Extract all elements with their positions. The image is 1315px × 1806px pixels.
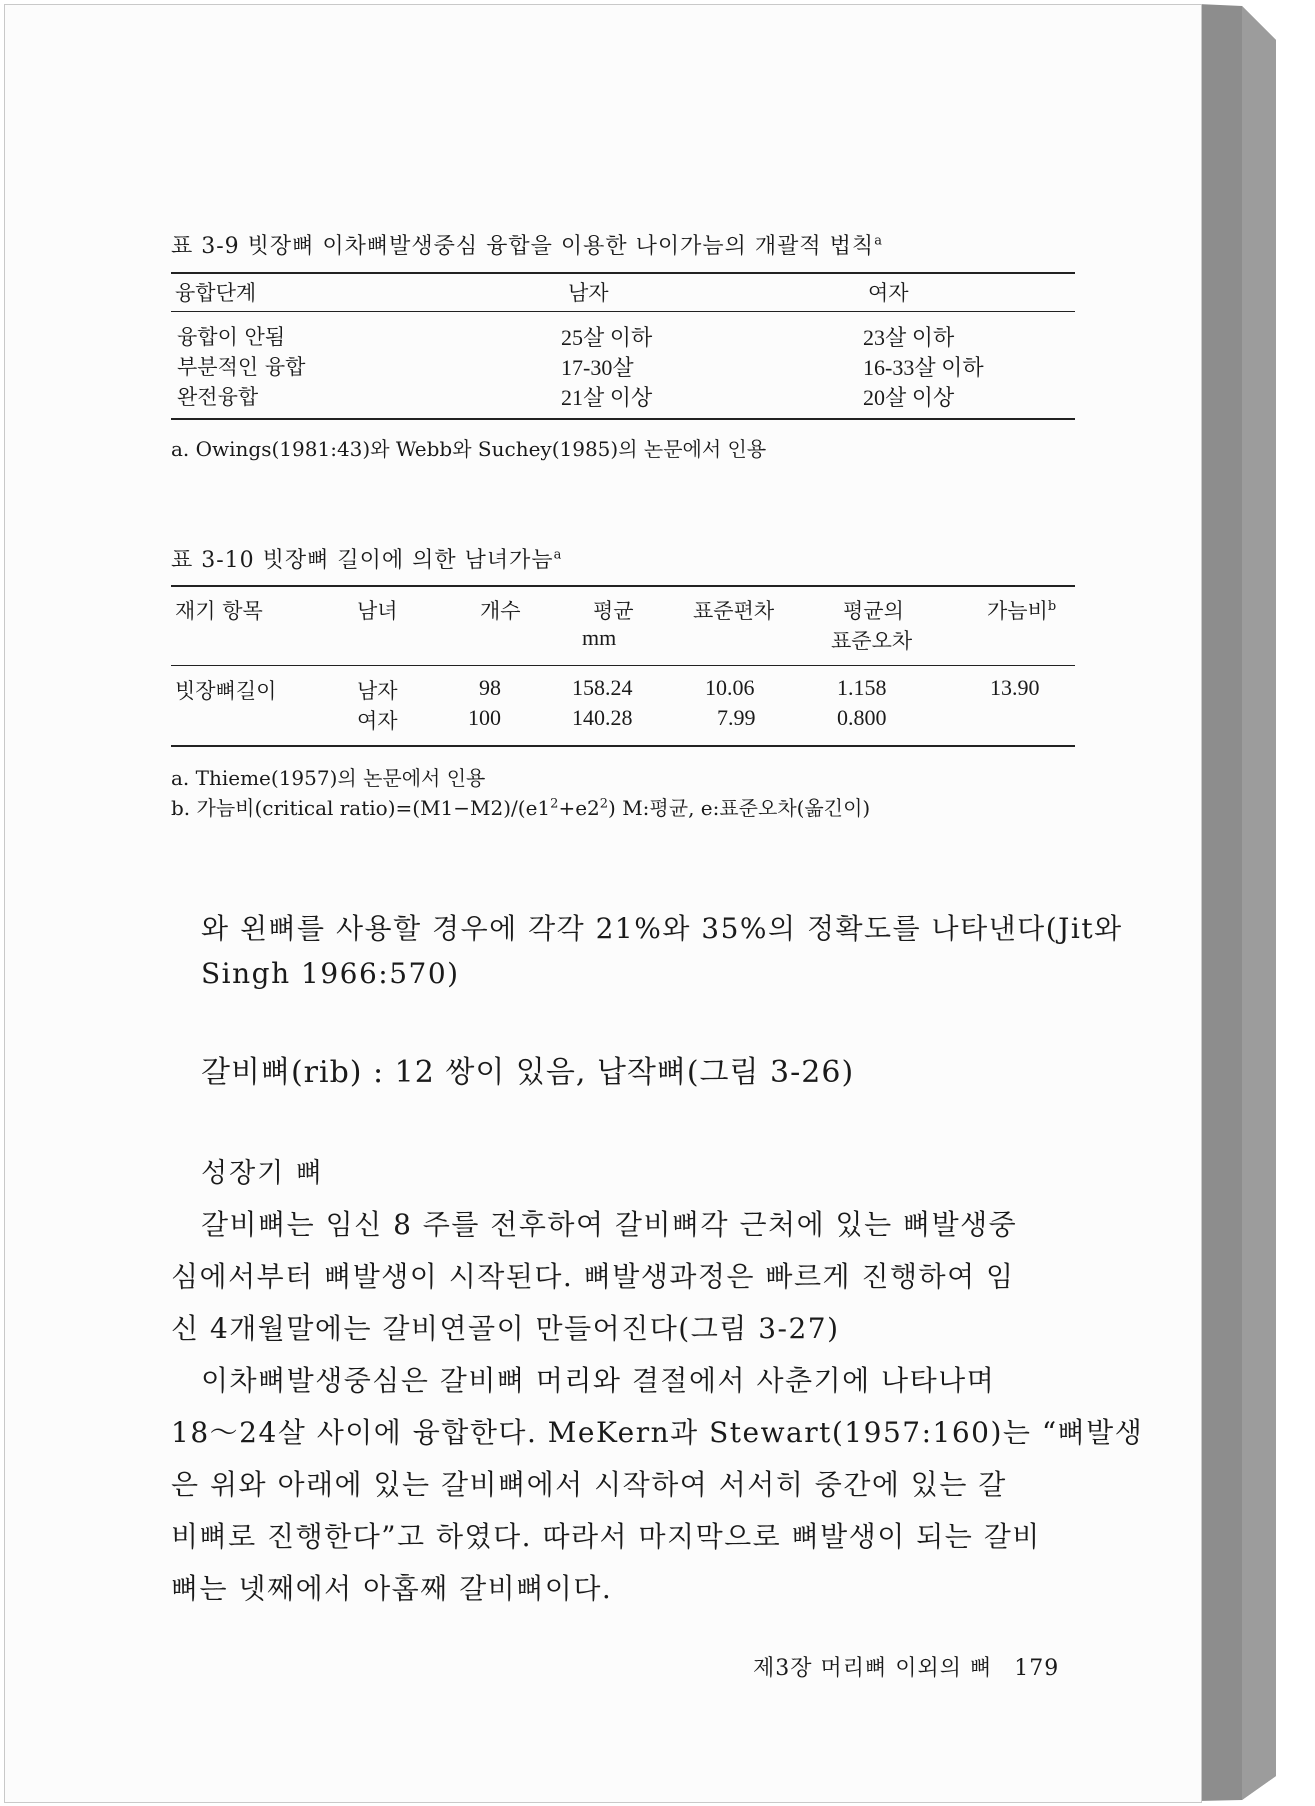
- book-page: [4, 4, 1202, 1803]
- table-3-10-row1-sd: 10.06: [705, 675, 755, 700]
- running-footer: [753, 1651, 1059, 1682]
- table-3-10-row2-sd: 7.99: [717, 705, 756, 730]
- table-3-9-note: a. Owings(1981:43)와 Webb와 Suchey(1985)의 논문에서 인용: [171, 437, 767, 461]
- table-3-10-row1-ratio: 13.90: [990, 675, 1040, 700]
- table-3-9-row3-female: 20살 이상: [863, 385, 955, 410]
- paragraph-2-line-5: 뼈는 넷째에서 아홉째 갈비뼈이다.: [171, 1572, 613, 1605]
- table-3-10-note-a: a. Thieme(1957)의 논문에서 인용: [171, 766, 486, 790]
- table-3-10-header-mean-unit: mm: [582, 625, 617, 650]
- table-3-9-row1-male: 25살 이하: [561, 325, 653, 350]
- table-3-9-row3-male: 21살 이상: [561, 385, 653, 410]
- running-title: 제3장 머리뼈 이외의 뼈: [753, 1656, 993, 1681]
- table-3-10-header-sd: 표준편차: [693, 599, 775, 623]
- table-3-10-top-rule: [171, 585, 1075, 587]
- table-3-10-note-b: b. 가늠비(critical $ratio)=(M1-M2)/(e1^2+e2^2)$ M:평균, e:표준오차(옮긴이): [171, 796, 871, 820]
- table-3-9-row3-stage: 완전융합: [177, 385, 259, 409]
- table-3-9-header-stage: 융합단계: [175, 281, 257, 305]
- table-3-10-header-sex: 남녀: [357, 599, 398, 623]
- table-3-10-caption: 표 3-10 빗장뼈 길이에 의한 남녀가늠$^a$: [171, 547, 563, 573]
- paragraph-2-line-1: 이차뼈발생중심은 갈비뼈 머리와 결절에서 사춘기에 나타나며: [201, 1364, 996, 1397]
- table-3-10-row2-sex: 여자: [357, 709, 398, 733]
- table-3-10-header-ratio: 가늠비$^b$: [987, 599, 1057, 623]
- paragraph-2-line-2: 18～24살 사이에 융합한다. MeKern과 Stewart(1957:160)는 “뼈발생: [171, 1416, 1144, 1449]
- table-3-10-header-item: 재기 항목: [175, 599, 263, 623]
- table-3-9-header-female: 여자: [868, 281, 909, 305]
- table-3-10-row1-item: 빗장뼈길이: [175, 679, 277, 703]
- table-3-9-row1-stage: 융합이 안됨: [177, 325, 286, 349]
- table-3-10-row2-mean: 140.28: [572, 705, 633, 730]
- continued-text-line-2: Singh 1966:570): [201, 957, 460, 990]
- table-3-10-bottom-rule: [171, 745, 1075, 747]
- table-3-10-header-count: 개수: [480, 599, 521, 623]
- paragraph-2-line-4: 비뼈로 진행한다”고 하였다. 따라서 마지막으로 뼈발생이 되는 갈비: [171, 1520, 1041, 1553]
- paragraph-2-line-3: 은 위와 아래에 있는 갈비뼈에서 시작하여 서서히 중간에 있는 갈: [171, 1468, 1007, 1501]
- table-3-9-header-rule: [171, 311, 1075, 312]
- table-3-10-row1-se: 1.158: [837, 675, 887, 700]
- subheading-growth-bones: 성장기 뼈: [201, 1158, 324, 1189]
- section-heading-rib: 갈비뼈(rib) : 12 쌍이 있음, 납작뼈(그림 3-26): [201, 1055, 855, 1090]
- table-3-10-row2-se: 0.800: [837, 705, 887, 730]
- page-number: 179: [1014, 1656, 1060, 1681]
- table-3-10-header-se-line2: 표준오차: [831, 629, 913, 653]
- table-3-9-caption: 표 3-9 빗장뼈 이차뼈발생중심 융합을 이용한 나이가늠의 개괄적 법칙$^a$: [171, 233, 883, 259]
- table-3-10-row1-sex: 남자: [357, 679, 398, 703]
- table-3-10-row1-mean: 158.24: [572, 675, 633, 700]
- table-3-9-row2-female: 16-33살 이하: [863, 355, 984, 380]
- table-3-9-header-male: 남자: [568, 281, 609, 305]
- table-3-10-row2-count: 100: [468, 705, 501, 730]
- table-3-9-row2-male: 17-30살: [561, 355, 634, 380]
- table-3-9-row2-stage: 부분적인 융합: [177, 355, 306, 379]
- paragraph-1-line-3: 신 4개월말에는 갈비연골이 만들어진다(그림 3-27): [171, 1312, 840, 1345]
- table-3-10-header-se-line1: 평균의: [843, 599, 904, 623]
- table-3-9-bottom-rule: [171, 418, 1075, 420]
- continued-text-line-1: 와 왼뼈를 사용할 경우에 각각 21%와 35%의 정확도를 나타낸다(Jit와: [201, 912, 1123, 945]
- table-3-9-top-rule: [171, 272, 1075, 274]
- table-3-10-row1-count: 98: [479, 675, 501, 700]
- paragraph-1-line-2: 심에서부터 뼈발생이 시작된다. 뼈발생과정은 빠르게 진행하여 임: [171, 1260, 1015, 1293]
- paragraph-1-line-1: 갈비뼈는 임신 8 주를 전후하여 갈비뼈각 근처에 있는 뼈발생중: [201, 1208, 1018, 1241]
- table-3-10-header-mean: 평균: [593, 599, 634, 623]
- table-3-9-row1-female: 23살 이하: [863, 325, 955, 350]
- table-3-10-header-rule: [171, 665, 1075, 666]
